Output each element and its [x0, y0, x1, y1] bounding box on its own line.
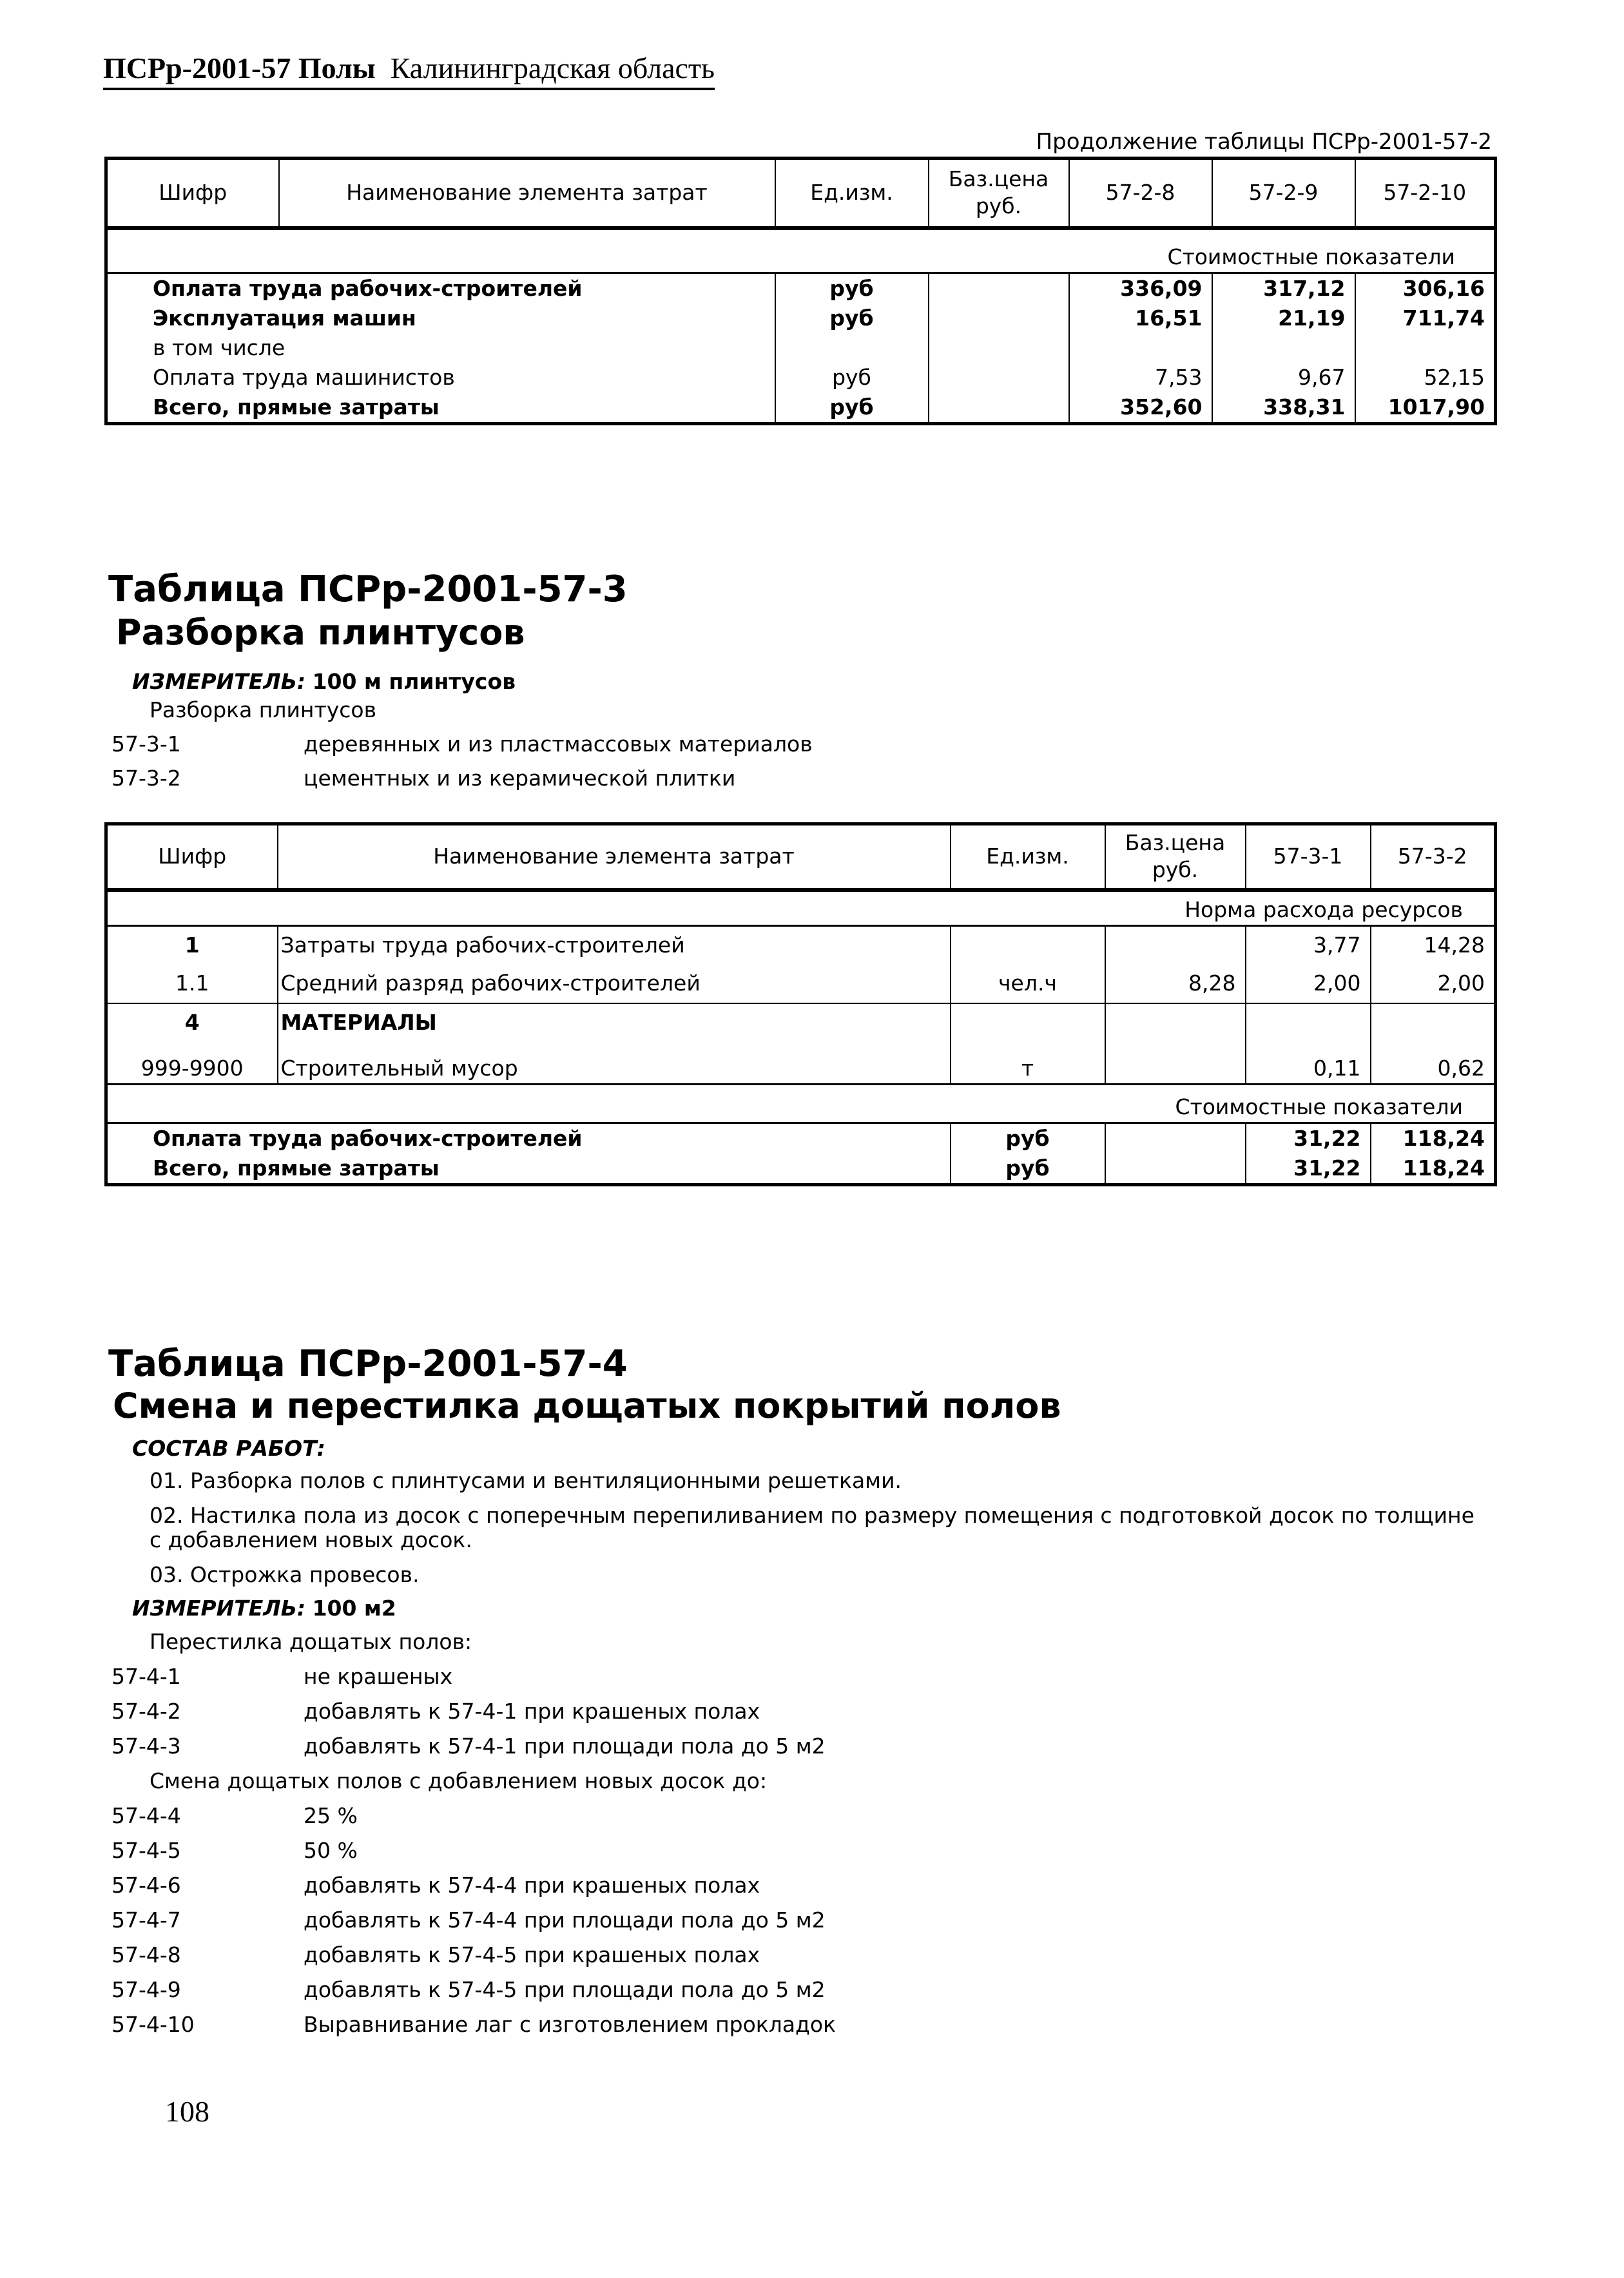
col-header-unit: Ед.изм.	[775, 159, 929, 228]
row-name: Всего, прямые затраты	[106, 392, 775, 424]
row-value-2: 21,19	[1212, 304, 1355, 333]
list-item	[111, 1873, 1400, 1902]
list-item	[111, 731, 1400, 761]
work-item: 02. Настилка пола из досок с поперечным перепиливанием по размеру помещения с подготовкой досок по толщине	[150, 1503, 1474, 1528]
table-row	[106, 1042, 1496, 1085]
table-row	[106, 392, 1496, 424]
row-price	[1105, 926, 1246, 965]
page-header	[103, 50, 715, 90]
row-name: Эксплуатация машин	[106, 304, 775, 333]
row-unit	[951, 926, 1105, 965]
row-value-2: 9,67	[1212, 363, 1355, 392]
row-code: 1	[106, 926, 278, 965]
row-unit: руб	[951, 1123, 1105, 1154]
row-value-1: 31,22	[1246, 1153, 1371, 1185]
row-value-2: 14,28	[1371, 926, 1496, 965]
item-desc: добавлять к 57-4-1 при площади пола до 5 м2	[304, 1733, 826, 1759]
row-unit: чел.ч	[951, 965, 1105, 1003]
item-desc: деревянных и из пластмассовых материалов	[304, 731, 813, 757]
item-desc: не крашеных	[304, 1664, 453, 1689]
table-row	[106, 273, 1496, 304]
item-desc: добавлять к 57-4-4 при крашеных полах	[304, 1873, 760, 1898]
table-4-title: Таблица ПСРр-2001-57-4	[108, 1343, 628, 1385]
list-item	[111, 1942, 1400, 1972]
row-value-3: 711,74	[1355, 304, 1496, 333]
item-code: 57-4-10	[111, 2012, 195, 2037]
table-3-group-label: Разборка плинтусов	[150, 697, 377, 722]
item-code: 57-4-4	[111, 1803, 181, 1828]
row-name: Всего, прямые затраты	[106, 1153, 951, 1185]
col-header-57-3-2: 57-3-2	[1371, 824, 1496, 890]
row-name: Оплата труда машинистов	[106, 363, 775, 392]
row-name: Оплата труда рабочих-строителей	[106, 1123, 951, 1154]
row-name: Строительный мусор	[278, 1042, 951, 1085]
row-value-2	[1212, 333, 1355, 363]
table-4-works-label	[132, 1436, 325, 1461]
table-row	[106, 926, 1496, 965]
col-header-name: Наименование элемента затрат	[278, 824, 951, 890]
row-value-2: 2,00	[1371, 965, 1496, 1003]
row-value-1: 31,22	[1246, 1123, 1371, 1154]
group-label: Перестилка дощатых полов:	[150, 1629, 472, 1654]
row-code: 4	[106, 1003, 278, 1042]
item-code: 57-3-1	[111, 731, 181, 757]
row-value-1: 7,53	[1069, 363, 1212, 392]
list-item	[111, 1699, 1400, 1728]
list-item	[111, 1977, 1400, 2007]
header-region: Калининградская область	[390, 52, 715, 84]
col-header-base-price	[1105, 824, 1246, 890]
row-code: 999-9900	[106, 1042, 278, 1085]
row-value-1	[1069, 333, 1212, 363]
row-value-2: 338,31	[1212, 392, 1355, 424]
table-row	[106, 363, 1496, 392]
table-row	[106, 304, 1496, 333]
row-name: МАТЕРИАЛЫ	[278, 1003, 951, 1042]
row-value-3: 306,16	[1355, 273, 1496, 304]
col-header-57-3-1: 57-3-1	[1246, 824, 1371, 890]
base-price-line2: руб.	[1152, 857, 1199, 883]
page-number: 108	[165, 2095, 209, 2128]
list-item	[111, 766, 1400, 795]
col-header-57-2-8: 57-2-8	[1069, 159, 1212, 228]
row-value-1: 2,00	[1246, 965, 1371, 1003]
base-price-line2: руб.	[975, 193, 1022, 219]
row-value-2: 0,62	[1371, 1042, 1496, 1085]
item-code: 57-4-9	[111, 1977, 181, 2002]
col-header-name: Наименование элемента затрат	[279, 159, 775, 228]
col-header-code: Шифр	[106, 824, 278, 890]
list-item	[111, 1733, 1400, 1763]
row-unit: руб	[951, 1153, 1105, 1185]
row-value-2: 317,12	[1212, 273, 1355, 304]
row-value-1: 336,09	[1069, 273, 1212, 304]
row-price	[929, 304, 1069, 333]
measure-value: 100 м2	[312, 1596, 396, 1621]
row-unit: т	[951, 1042, 1105, 1085]
list-item	[111, 2012, 1400, 2042]
row-price	[929, 363, 1069, 392]
row-price	[1105, 1153, 1246, 1185]
row-unit	[951, 1003, 1105, 1042]
row-unit: руб	[775, 273, 929, 304]
base-price-line1: Баз.цена	[948, 166, 1049, 192]
row-name: Затраты труда рабочих-строителей	[278, 926, 951, 965]
work-item-continuation: с добавлением новых досок.	[150, 1527, 472, 1552]
item-code: 57-4-7	[111, 1907, 181, 1933]
list-item	[111, 1803, 1400, 1833]
row-unit: руб	[775, 363, 929, 392]
table-row	[106, 333, 1496, 363]
item-desc: добавлять к 57-4-1 при крашеных полах	[304, 1699, 760, 1724]
row-price	[1105, 1003, 1246, 1042]
work-item: 03. Острожка провесов.	[150, 1562, 420, 1587]
row-price	[929, 333, 1069, 363]
row-value-1: 0,11	[1246, 1042, 1371, 1085]
list-item	[111, 1664, 1400, 1694]
row-unit	[775, 333, 929, 363]
item-code: 57-4-5	[111, 1838, 181, 1863]
table-4-measure	[132, 1596, 396, 1621]
table-continuation-caption: Продолжение таблицы ПСРр-2001-57-2	[1036, 129, 1492, 155]
section-cost-indicators: Стоимостные показатели	[106, 1085, 1496, 1123]
item-desc: добавлять к 57-4-5 при крашеных полах	[304, 1942, 760, 1967]
item-code: 57-3-2	[111, 766, 181, 791]
works-label: СОСТАВ РАБОТ:	[132, 1436, 325, 1461]
header-code: ПСРр-2001-57 Полы	[103, 52, 376, 84]
row-unit: руб	[775, 392, 929, 424]
table-row	[106, 1123, 1496, 1154]
row-value-2: 118,24	[1371, 1153, 1496, 1185]
row-price	[929, 273, 1069, 304]
row-value-3: 1017,90	[1355, 392, 1496, 424]
row-name: Средний разряд рабочих-строителей	[278, 965, 951, 1003]
row-unit: руб	[775, 304, 929, 333]
item-code: 57-4-2	[111, 1699, 181, 1724]
table-3-subtitle: Разборка плинтусов	[116, 612, 525, 653]
table-3-measure	[132, 669, 516, 694]
item-code: 57-4-8	[111, 1942, 181, 1967]
group-label: Смена дощатых полов с добавлением новых досок до:	[150, 1768, 768, 1793]
row-code: 1.1	[106, 965, 278, 1003]
item-desc: цементных и из керамической плитки	[304, 766, 736, 791]
col-header-unit: Ед.изм.	[951, 824, 1105, 890]
table-row	[106, 965, 1496, 1003]
row-name: Оплата труда рабочих-строителей	[106, 273, 775, 304]
table-57-3	[104, 822, 1497, 1186]
item-desc: 25 %	[304, 1803, 358, 1828]
item-code: 57-4-1	[111, 1664, 181, 1689]
row-value-3	[1355, 333, 1496, 363]
row-price	[929, 392, 1069, 424]
table-57-2-continuation	[104, 157, 1497, 425]
table-row	[106, 1153, 1496, 1185]
row-name: в том числе	[106, 333, 775, 363]
row-price: 8,28	[1105, 965, 1246, 1003]
list-item	[111, 1907, 1400, 1937]
row-price	[1105, 1042, 1246, 1085]
row-value-1: 3,77	[1246, 926, 1371, 965]
row-value-3: 52,15	[1355, 363, 1496, 392]
table-row	[106, 1003, 1496, 1042]
section-cost-indicators: Стоимостные показатели	[106, 228, 1496, 273]
item-desc: Выравнивание лаг с изготовлением прокладок	[304, 2012, 836, 2037]
list-item	[111, 1838, 1400, 1868]
measure-label: ИЗМЕРИТЕЛЬ:	[132, 669, 306, 694]
row-price	[1105, 1123, 1246, 1154]
measure-label: ИЗМЕРИТЕЛЬ:	[132, 1596, 306, 1621]
item-code: 57-4-3	[111, 1733, 181, 1759]
table-4-subtitle: Смена и перестилка дощатых покрытий полов	[113, 1385, 1061, 1426]
row-value-1	[1246, 1003, 1371, 1042]
row-value-2: 118,24	[1371, 1123, 1496, 1154]
item-desc: 50 %	[304, 1838, 358, 1863]
section-resource-norms: Норма расхода ресурсов	[106, 890, 1496, 926]
work-item: 01. Разборка полов с плинтусами и вентиляционными решетками.	[150, 1468, 902, 1493]
item-desc: добавлять к 57-4-5 при площади пола до 5 м2	[304, 1977, 826, 2002]
col-header-base-price	[929, 159, 1069, 228]
col-header-code: Шифр	[106, 159, 279, 228]
row-value-2	[1371, 1003, 1496, 1042]
table-3-title: Таблица ПСРр-2001-57-3	[108, 568, 628, 610]
row-value-1: 352,60	[1069, 392, 1212, 424]
item-code: 57-4-6	[111, 1873, 181, 1898]
col-header-57-2-9: 57-2-9	[1212, 159, 1355, 228]
measure-value: 100 м плинтусов	[312, 669, 516, 694]
col-header-57-2-10: 57-2-10	[1355, 159, 1496, 228]
base-price-line1: Баз.цена	[1125, 830, 1226, 856]
item-desc: добавлять к 57-4-4 при площади пола до 5 м2	[304, 1907, 826, 1933]
row-value-1: 16,51	[1069, 304, 1212, 333]
